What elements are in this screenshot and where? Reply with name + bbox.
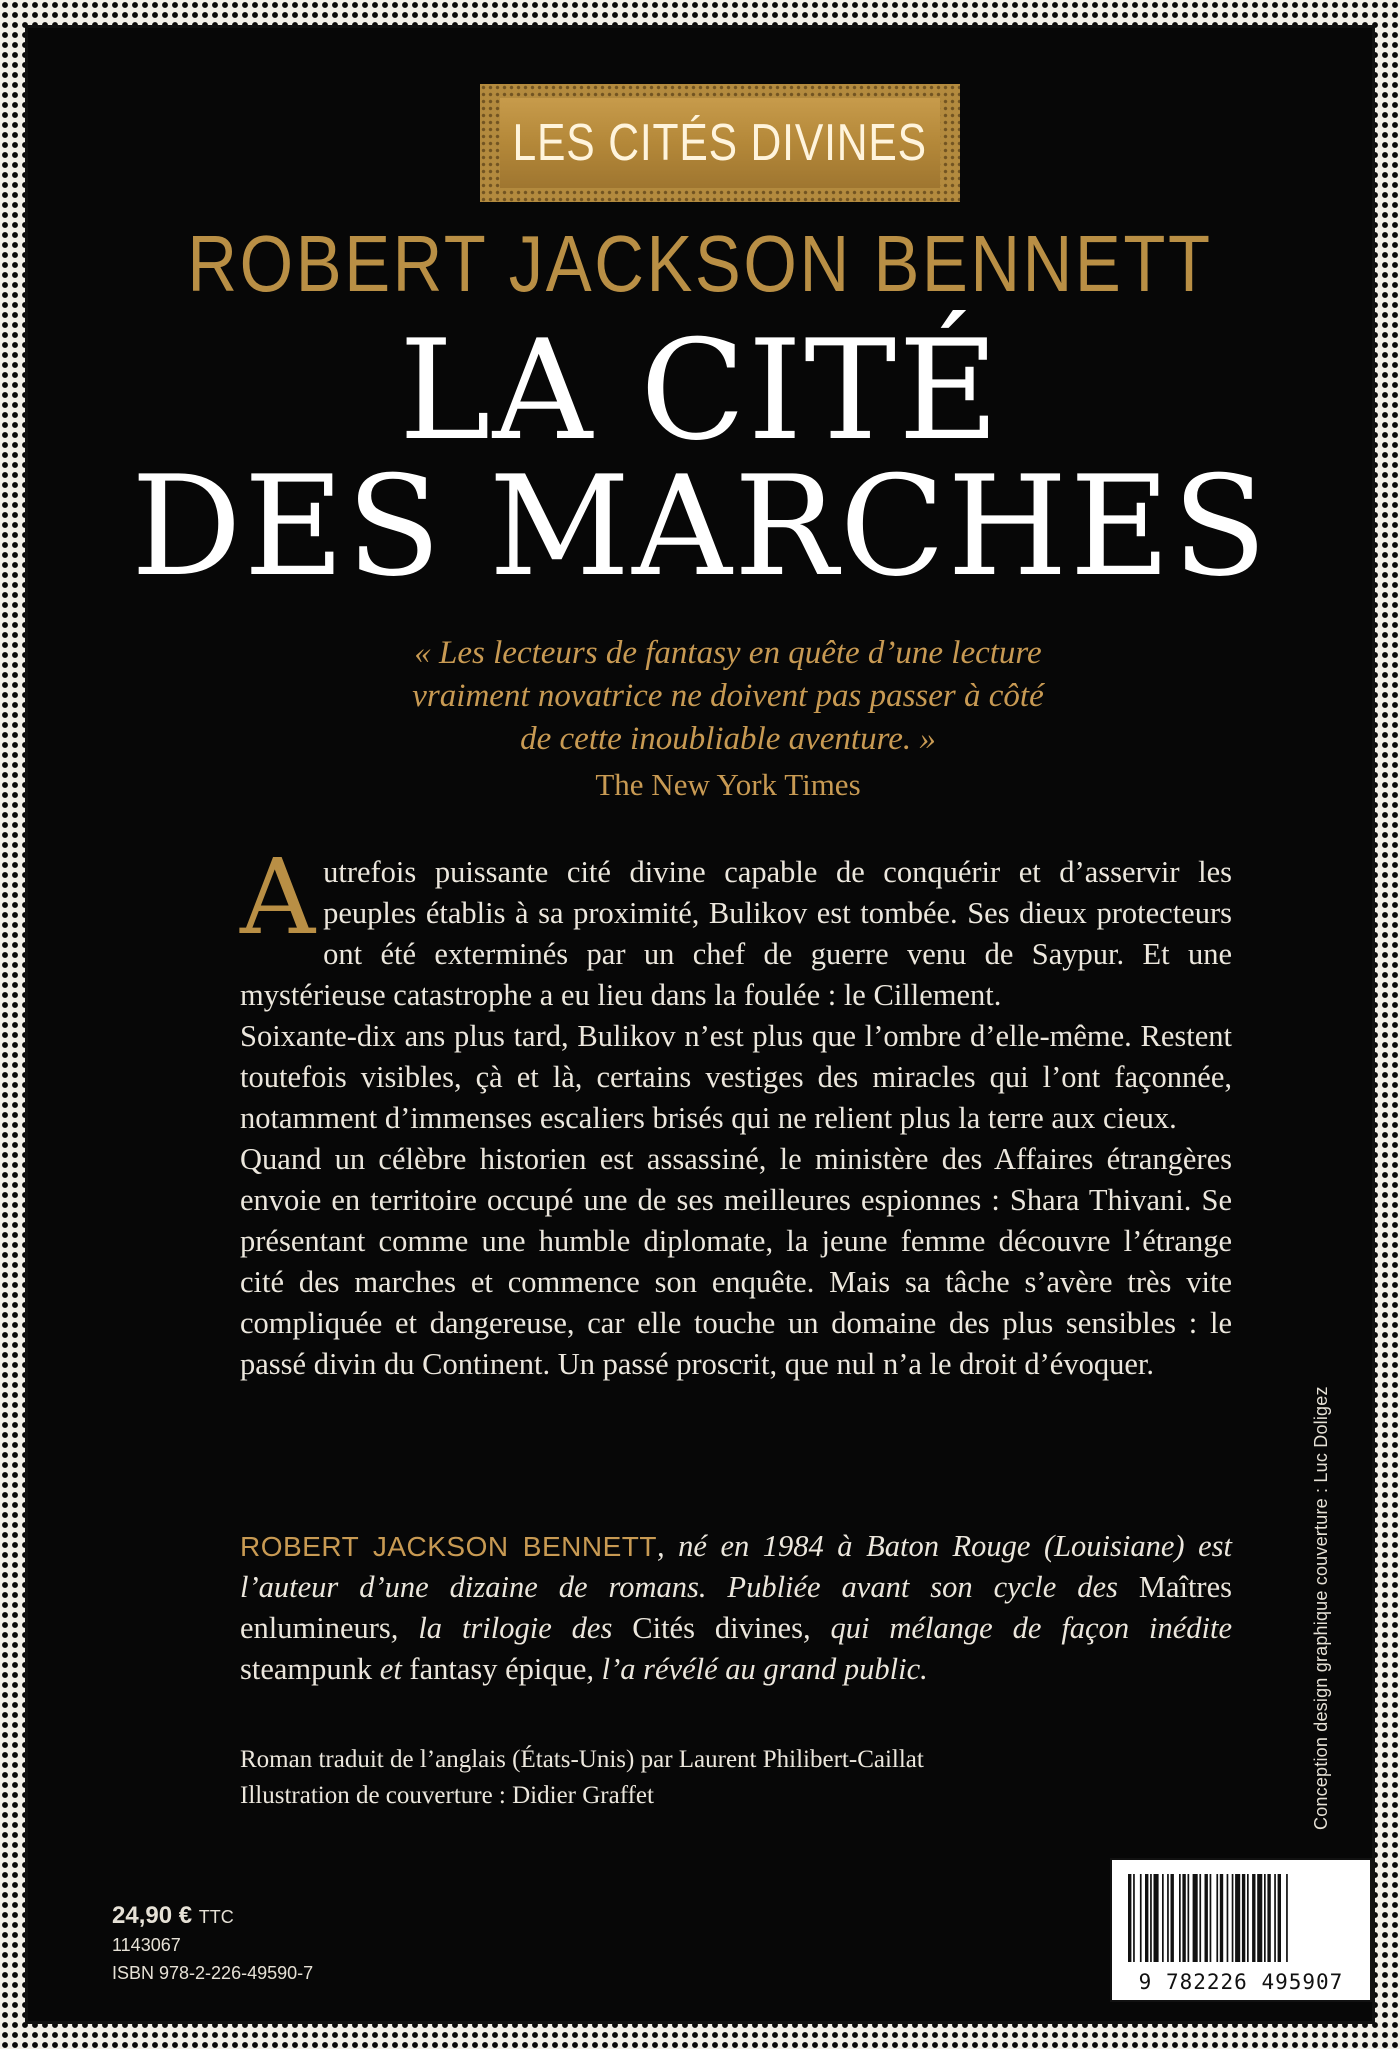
credits [240,1742,924,1814]
barcode-bar [1216,1874,1218,1962]
barcode-bar [1220,1874,1223,1962]
series-banner [480,84,960,202]
barcode-bar [1242,1874,1245,1962]
barcode-bar [1182,1874,1185,1962]
bio-author-name: ROBERT JACKSON BENNETT [240,1531,657,1562]
barcode-bar [1188,1874,1190,1962]
bio-text-3: , qui mélange de façon inédite [802,1611,1232,1645]
barcode-bar [1179,1874,1181,1962]
synopsis [240,836,1232,1385]
bio-series-1: Maîtres enlumineurs [240,1570,1232,1645]
design-credit: Conception design graphique couverture : Luc Doligez [1311,1386,1331,1830]
barcode-bar [1232,1874,1234,1962]
book-title-line-1: LA CITÉ [398,310,1002,471]
barcode-bar [1145,1874,1148,1962]
synopsis-paragraph-3: Quand un célèbre historien est assassiné, le ministère des Affaires étrangères envoie en territoire occupé une de ses meilleures espionnes : Shara Thivani. Se présentant comme une humble diplomate, la jeune femme découvre l’étrange cité des marches et commence son enquête. Mais sa tâche s’avère très vite compliquée et dangereuse, car elle touche un domaine des plus sensibles : le passé divin du Continent. Un passé proscrit, que nul n’a le droit d’évoquer. [240,1142,1232,1381]
bio-text-5: , l’a révélé au grand public. [586,1652,928,1686]
product-code: 1143067 [112,1935,181,1955]
price-suffix: TTC [198,1907,234,1927]
isbn: ISBN 978-2-226-49590-7 [112,1963,314,1983]
barcode-bar [1167,1874,1169,1962]
quote-line-1: « Les lecteurs de fantasy en quête d’une lecture [414,635,1042,671]
quote-line-2: vraiment novatrice ne doivent pas passer à côté [412,678,1044,714]
barcode-bar [1257,1874,1262,1962]
synopsis-text-1: utrefois puissante cité divine capable de conquérir et d’asservir les peuples établis à sa proximité, Bulikov est tombée. Ses dieux protecteurs ont été exterminés par un chef de guerre venu de Saypur. Et une mystérieuse catastrophe a eu lieu dans la foulée : le Cillement. [240,855,1232,1012]
drop-cap: A [240,836,316,958]
barcode-bar [1205,1874,1208,1962]
barcode-bar [1278,1874,1281,1962]
back-cover [28,28,1372,2021]
barcode [1110,1858,1372,2002]
barcode-bar [1140,1874,1142,1962]
barcode-bar [1162,1874,1164,1962]
barcode-bar [1267,1874,1270,1962]
barcode-bars [1126,1874,1356,1962]
price-amount: 24,90 € [112,1902,193,1929]
barcode-bar [1274,1874,1276,1962]
bio-text-2: , la trilogie des [390,1611,633,1645]
author-bio [240,1526,1232,1690]
book-title-line-2: DES MARCHES [131,446,1269,607]
bio-genre-2: fantasy épique [409,1652,587,1686]
author-name: ROBERT JACKSON BENNETT [187,219,1213,308]
quote-line-3: de cette inoubliable aventure. » [520,721,936,757]
bio-series-2: Cités divines [632,1611,803,1645]
barcode-bar [1264,1874,1266,1962]
barcode-bar [1235,1874,1240,1962]
bio-genre-1: steampunk [240,1652,373,1686]
barcode-bar [1286,1874,1288,1962]
barcode-bar [1227,1874,1229,1962]
barcode-bar [1128,1874,1131,1962]
bio-text-1: , né en 1984 à Baton Rouge (Louisiane) est l’auteur d’une dizaine de romans. Publiée avant son cycle des [240,1529,1232,1604]
barcode-bar [1247,1874,1249,1962]
press-quote [268,632,1188,807]
barcode-bar [1210,1874,1212,1962]
barcode-bar [1252,1874,1255,1962]
barcode-bar [1193,1874,1198,1962]
illustration-credit: Illustration de couverture : Didier Graffet [240,1782,654,1809]
series-title: LES CITÉS DIVINES [512,114,928,172]
barcode-bar [1199,1874,1201,1962]
quote-source: The New York Times [595,767,861,802]
translation-credit: Roman traduit de l’anglais (États-Unis) par Laurent Philibert-Caillat [240,1746,924,1773]
barcode-bar [1154,1874,1159,1962]
bio-text-4: et [372,1652,410,1686]
synopsis-paragraph-2: Soixante-dix ans plus tard, Bulikov n’est plus que l’ombre d’elle-même. Restent toutefois visibles, çà et là, certains vestiges des miracles qui l’ont façonnée, notamment d’immenses escaliers brisés qui ne relient plus la terre aux cieux. [240,1019,1232,1135]
synopsis-paragraph-1 [240,836,1232,1016]
barcode-bar [1171,1874,1174,1962]
barcode-number: 9 782226 495907 [1138,1970,1344,1994]
barcode-bar [1133,1874,1135,1962]
price [112,1902,313,1931]
barcode-bar [1150,1874,1152,1962]
price-block [112,1902,313,1987]
